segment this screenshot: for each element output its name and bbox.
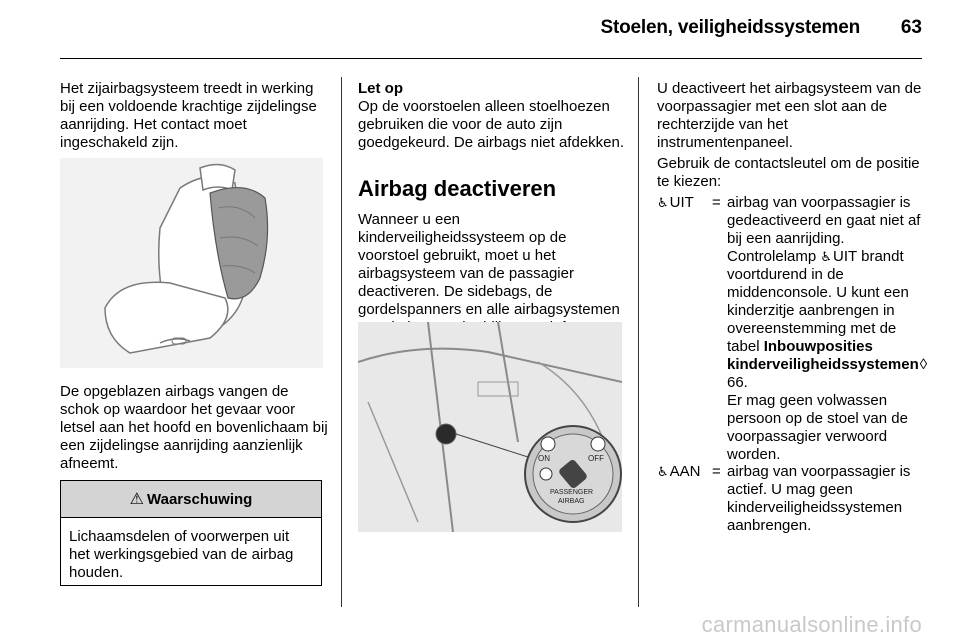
body-paragraph: De opgeblazen airbags vangen de schok op waardoor het gevaar voor letsel aan het hoofd en bovenlichaam bij een zijdelingse aanrijding aanzienlijk afneemt. [60,383,328,472]
page-header-title: Stoelen, veiligheidssystemen [600,17,860,38]
airbag-on-icon: ♿ [657,464,667,479]
page-number: 63 [900,17,922,38]
section-title: Airbag deactiveren [358,176,557,201]
airbag-off-icon: ♿ [657,195,667,210]
note-text: Op de voorstoelen alleen stoelhoezen gebruiken die voor de auto zijn goedgekeurd. De airbags niet afdekken. [358,98,625,151]
warning-text: Lichaamsdelen of voorwerpen uit het werkingsgebied van de airbag houden. [69,528,294,581]
on-term: AAN [669,463,701,480]
switch-label-airbag: AIRBAG [558,498,585,505]
airbag-off-lamp-icon: ♿ [820,249,831,264]
ref-arrow: ◊ [919,356,928,373]
off-term: UIT [669,194,694,211]
off-desc-c: Er mag geen volwassen persoon op de stoel van de voorpassagier verwoord worden. [727,392,908,463]
seat-illustration [60,158,323,368]
off-description [727,194,927,464]
header-rule [60,58,922,59]
warning-triangle-icon: ⚠ [129,491,145,508]
switch-off-label: OFF [588,454,604,463]
column-divider-1 [341,77,342,607]
on-equals: = [712,463,721,480]
off-desc-a: airbag van voorpassagier is gedeactiveerd en gaat niet af bij een aanrijding. Controlelamp [727,194,921,265]
note-title: Let op [358,80,403,97]
off-equals: = [712,194,721,211]
off-desc-b: brandt voortdurend in de middenconsole. U kunt een kinderzitje aanbrengen in overeenstemming met de tabel [727,248,909,355]
seat-airbag-figure [60,158,323,368]
def-row-off [657,194,927,462]
table-link[interactable]: Inbouwposities kinderveiligheidssystemen [727,338,919,373]
key-position-paragraph: Gebruik de contactsleutel om de positie te kiezen: [657,155,920,190]
switch-label-passenger: PASSENGER [550,489,594,496]
airbag-switch-figure [358,322,622,532]
switch-on-label: ON [538,454,550,463]
off-ref: 66. [727,374,748,391]
deactivate-paragraph: U deactiveert het airbagsysteem van de voorpassagier met een slot aan de rechterzijde van het instrumentenpaneel. [657,80,922,151]
warning-title: Waarschuwing [147,490,253,508]
watermark: carmanualsonline.info [701,612,922,637]
on-description: airbag van voorpassagier is actief. U mag geen kinderveiligheidssystemen aanbrengen. [727,463,911,534]
warning-header [61,481,321,518]
column-divider-2 [638,77,639,607]
section-paragraph: Wanneer u een kinderveiligheidssysteem op de voorstoel gebruikt, moet u het airbagsysteem van de passagier deactiveren. De sidebags, de gordelspanners en alle airbagsystemen [358,211,620,318]
warning-box [60,480,322,586]
intro-paragraph: Het zijairbagsysteem treedt in werking bij een voldoende krachtige zijdelingse aanrijding. Het contact moet ingeschakeld zijn. [60,80,317,151]
def-row-on [657,463,927,543]
off-lamp: UIT [833,248,857,265]
